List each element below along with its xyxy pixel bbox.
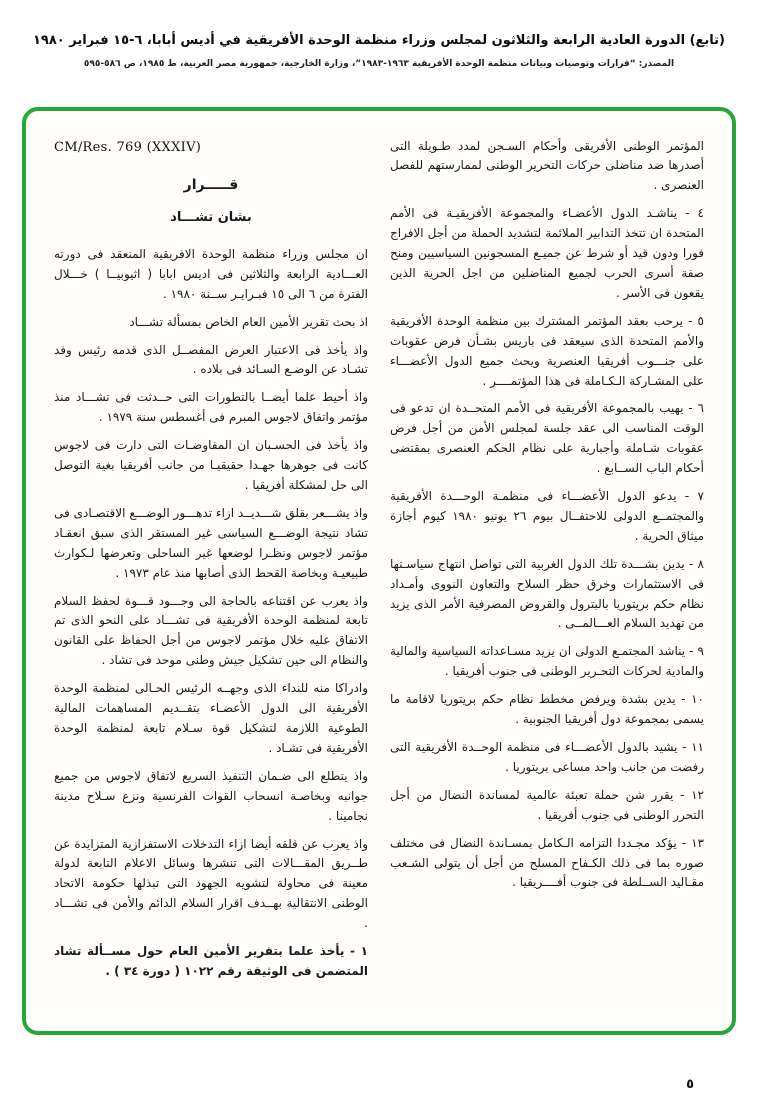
paragraph-item-9: ٩ - يناشد المجتمـع الدولى ان يزيد مسـاعداته السياسية والمالية والمادية لحركات التحـرير الوطنى فى جنوب أفريقيا . [390,644,704,679]
page-header [0,32,758,69]
paragraph-item-11: ١١ - يشيد بالدول الأعضـــاء فى منظمة الوحــدة الأفريقية التى رفضت من جانب واحد مساعى بريتوريا . [390,740,704,774]
resolution-subtitle: بشان تشـــاد [170,210,252,226]
paragraph-item-7: ٧ - يدعو الدول الأعضـــاء فى منظمـة الوحـــدة الأفريقية والمجتمــع الدولى للاحتفــال بيوم ٢٦ يونيو ١٩٨٠ كيوم أجازة ميثاق الحرية . [390,489,704,543]
paragraph-continuation: المؤتمر الوطنى الأفريقى وأحكام السـجن لمدد طـويلة التى أصدرها ضد مناضلى حركات التحرير الوطنى لممارستهم للفصل العنصرى . [390,138,704,193]
preamble-paragraph: واذ يعرب عن قلقه أيضا ازاء التدخلات الاستفزازية المتزايدة عن طــريق المقـــالات التى تنشرها وسائل الاعلام التابعة لدولة معينة فى محاولة لتشويه الجهود التى تبذلها حكومة الاتحاد الوطنى الانتقالية بهــدف اقرار السلام الدائم والأمن فى تشـــاد . [54,836,368,931]
paragraph-item-13: ١٣ - يؤكد مجـددا التزامه الـكامل بمسـاندة النضال فى مختلف صوره بما فى ذلك الكـفاح المسلح من أجل أن يتولى الشـعب مقـاليد الســلطة فى جنوب أفــــريقيا . [390,835,704,890]
preamble-paragraph: واذ يتطلع الى ضـمان التنفيذ السريع لاتفاق لاجوس من جميع جوانبه وبخاصـة انسحاب القوات الفرنسية ونزع سـلاح مدينة نجامينا . [54,768,368,823]
source-citation: المصدر: “قرارات وتوصيات وبيانات منظمة الوحدة الأفريقية ١٩٦٣-١٩٨٣”، وزارة الخارجية، جمهورية مصر العربية، ط ١٩٨٥، ص ٥٨٦-٥٩٥ [83,58,675,69]
right-column [390,137,704,1013]
resolution-title: قـــــرار [183,177,239,194]
paragraph-item-12: ١٢ - يقرر شن حملة تعبئة عالمية لمساندة النضال من أجل التحرر الوطنى فى جنوب أفريقيا . [390,787,704,822]
left-column [54,137,368,1013]
preamble-paragraph: واذ يأخذ فى الحسـبان ان المفاوضـات التى دارت فى لاجوس كانت فى جوهرها جهـدا حقيقيـا من جانب أفريقيا بغية التوصل الى حل لمشكلة أفريقيا . [54,438,368,492]
paragraph-item-5: ٥ - يرحب بعقد المؤتمر المشترك بين منظمة الوحدة الأفريقية والأمم المتحدة الذى سيعقد فى باريس بشـأن فرض عقوبات على جنـــوب أفريقيا العنصرية ويحث جميع الدول الأعضـــاء على المشـاركة الـكـاملة فى هذا المؤتمــــر . [390,313,704,388]
paragraph-item-8: ٨ - يدين بشـــدة تلك الدول الغربية التى تواصل انتهاج سياسـتها فى الاستثمارات وخرق حظر السلاح والتعاون النووى وأمـداد نظام حكم بريتوريا بالبترول والقروض المصرفية الأمر الذى يزيد من تهديد السلام العـــالمــى . [390,556,704,631]
operative-paragraph-1: ١ - يأخذ علما بتقرير الأمين العام حول مســألة تشاد المتضمن فى الوثيقة رقم ١٠٢٢ ( دورة ٣٤ ) . [54,944,368,978]
preamble-paragraph: واذ أحيط علما أيضــا بالتطورات التى حــدثت فى تشـــاد منذ مؤتمر واتفاق لاجوس المبرم فى أغسطس سنة ١٩٧٩ . [54,390,368,425]
preamble-paragraph: وادراكا منه للنداء الذى وجهــه الرئيس الحـالى لمنظمة الوحدة الأفريقية الى الدول الأعضـاء بتقــديم المساهمات المالية الطوعية اللازمة لتشكيل قوة سـلام تابعة لمنظمة الوحدة الأفريقية فى تشـاد . [54,681,368,755]
preamble-paragraph: واذ يعرب عن اقتناعه بالحاجة الى وجـــود قـــوة لحفظ السلام تابعة لمنظمة الوحدة الأفريقية فى تشـــاد على النحو الذى تم الاتفاق عليه خلال مؤتمر لاجوس من أجل الحفاظ على القانون والنظام الى حين تشكيل جيش وطنى موحد فى تشاد . [54,593,368,668]
preamble-paragraph: واذ يأخذ فى الاعتبار العرض المفصــل الذى قدمه رئيس وفد تشـاد عن الوضـع السـائد فى بلاده . [54,342,368,377]
session-title: (تابع) الدورة العادية الرابعة والثلاثون لمجلس وزراء منظمة الوحدة الأفريقية في أديس أبابا، ٦-١٥ فبراير ١٩٨٠ [33,33,725,48]
paragraph-item-10: ١٠ - يدين بشدة ويرفض مخطط نظام حكم بريتوريا لاقامة ما يسمى بمجموعة دول أفريقيا الجنوبية . [390,692,704,727]
paragraph-item-4: ٤ - يناشـد الدول الأعضـاء والمجموعة الأفريقيـة فى الأمم المتحدة ان تتخذ التدابير الملائمة لتشديد الحملة من أجل الافراج فورا ودون قيد أو شرط عن جميـع المسجونين السياسيين ومنح صفة أسرى الحرب لجميع المناضلين من اجل الحرية الذين يقعون فى الأسر . [390,206,704,300]
document-page [0,32,758,1092]
resolution-reference: CM/Res. 769 (XXXIV) [54,139,202,155]
page-number: ٥ [686,1077,694,1092]
paragraph-item-6: ٦ - يهيب بالمجموعة الأفريقية فى الأمم المتحــدة ان تدعو فى الوقت المناسب الى عقد جلسة لمجلس الأمن من أجل فرض عقوبات شـاملة وأجبارية على نظام الحكم العنصرى بمقتضى أحكام الباب الســابع . [390,401,704,476]
preamble-paragraph: ان مجلس وزراء منظمة الوحدة الافريقية المنعقد فى دورته العـــادية الرابعة والثلاثين فى اديس ابابا ( اثيوبيــا ) خـــلال الفترة من ٦ الى ١٥ فبـرايـر ســنة ١٩٨٠ . [54,246,368,301]
two-column-layout [54,137,704,1013]
preamble-paragraph: اذ بحث تقرير الأمين العام الخاص بمسألة تشـــاد [129,314,368,329]
preamble-paragraph: واذ يشـــعر بقلق شـــديــد ازاء تدهـــور الوضـــع الاقتصـادى فى تشاد نتيجة الوضـــع السياسى غير المستقر الذى سبق انعقـاد مؤتمر لاجوس ونظـرا لوضعها غير الساحلى وتعرضها لـكوارث طبيعيـة وبخاصة القحط الذى أصابها منذ عام ١٩٧٣ . [54,505,368,580]
document-frame [22,107,736,1035]
